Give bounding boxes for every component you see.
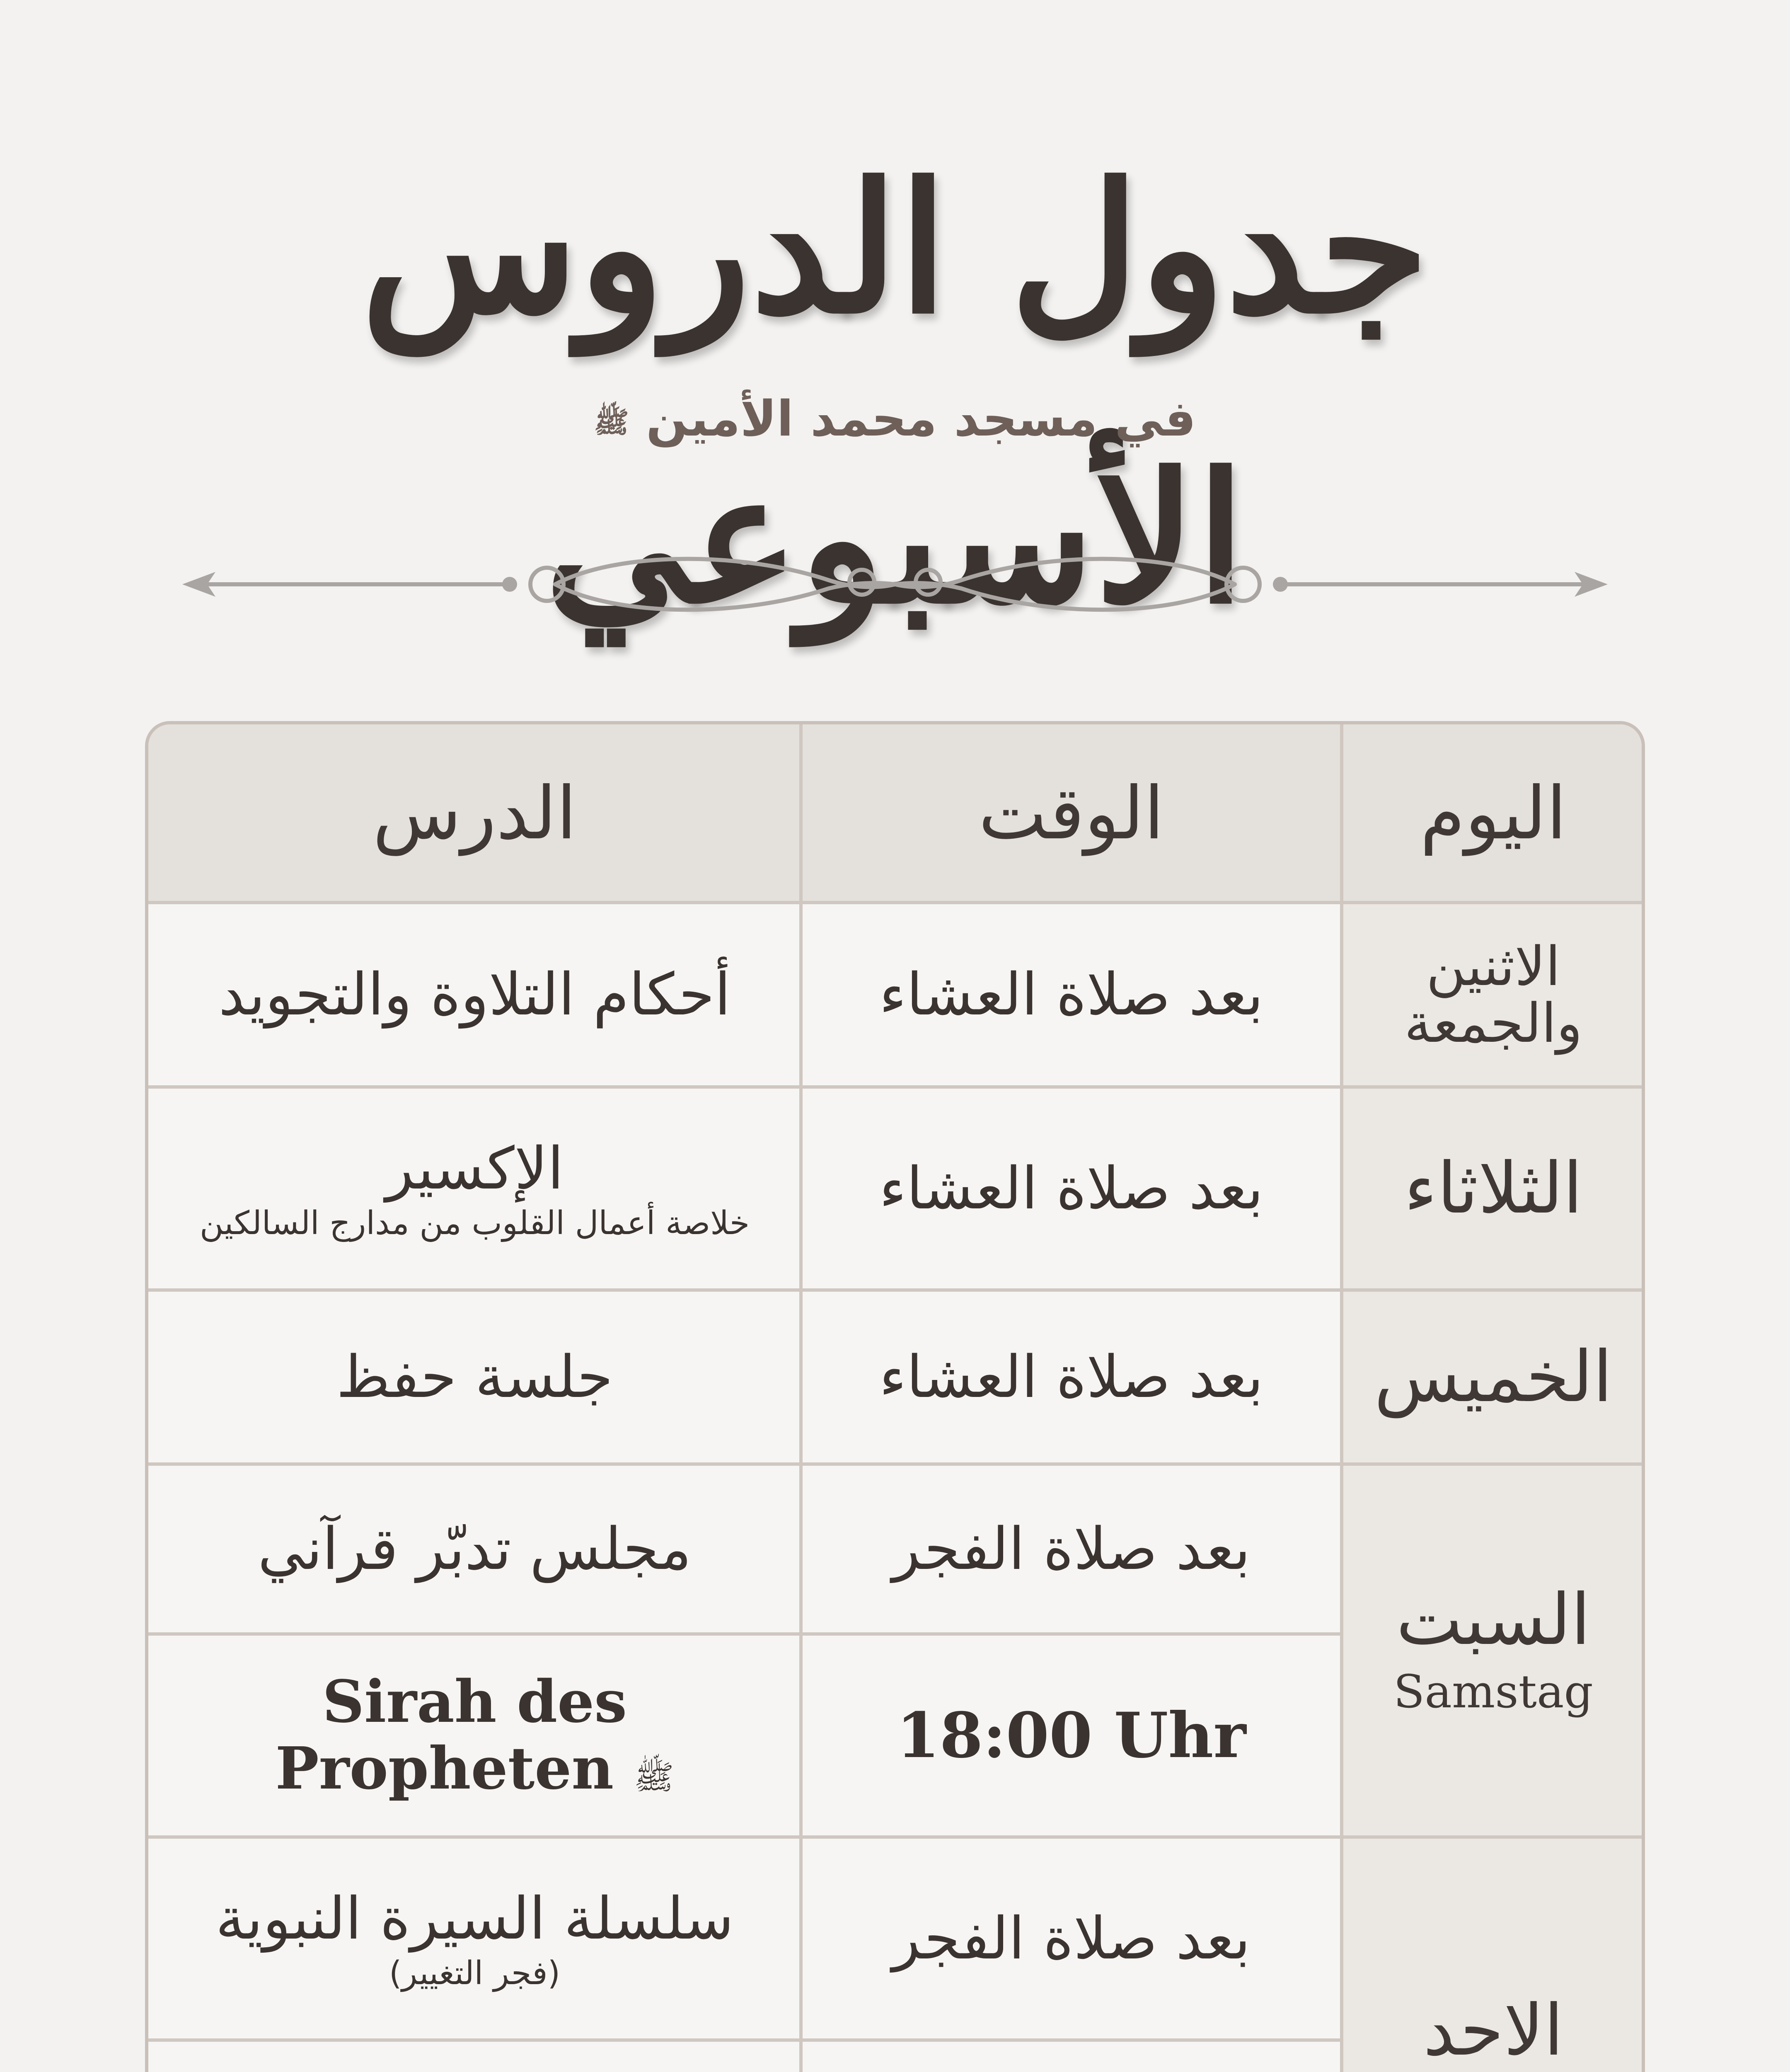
honorific-glyph: ﷺ — [634, 1758, 674, 1796]
time-cell — [801, 1087, 1342, 1290]
time-label: بعد صلاة العشاء — [879, 1343, 1264, 1411]
day-label: السبت — [1396, 1578, 1591, 1661]
grid-line — [148, 1835, 1645, 1839]
time-label: بعد صلاة العشاء — [879, 1155, 1264, 1222]
grid-line — [148, 1462, 1645, 1466]
time-label: بعد صلاة الفجر — [892, 1515, 1251, 1583]
grid-line — [148, 1085, 1645, 1089]
lesson-label: سلسلة السيرة النبوية — [215, 1885, 734, 1953]
header-day — [1342, 724, 1645, 903]
lesson-cell — [148, 1837, 801, 2040]
time-label: 18:00 Uhr — [896, 1699, 1246, 1772]
poster-title: جدول الدروس الأسبوعي — [361, 144, 1429, 643]
day-cell-tuesday — [1342, 1087, 1645, 1290]
grid-line — [148, 2038, 1342, 2042]
header-lesson-label: الدرس — [373, 771, 577, 856]
lesson-cell — [148, 903, 801, 1087]
lesson-sublabel: (فجر التغيير) — [389, 1954, 561, 1992]
lesson-label: الإكسير — [385, 1135, 564, 1203]
time-cell — [801, 1290, 1342, 1464]
mosque-name: في مسجد محمد الأمين — [646, 390, 1196, 447]
day-cell-monday-friday — [1342, 903, 1645, 1087]
schedule-table — [145, 721, 1645, 2072]
day-label: الاثنين والجمعة — [1404, 935, 1582, 1055]
header-lesson — [148, 724, 801, 903]
time-cell — [801, 1464, 1342, 1634]
lesson-sublabel: خلاصة أعمال القلوب من مدارج السالكين — [199, 1204, 750, 1242]
day-cell-thursday — [1342, 1290, 1645, 1464]
time-label: بعد صلاة العشاء — [879, 961, 1264, 1029]
grid-line — [148, 1632, 1342, 1636]
lesson-label: مجلس تدبّر قرآني — [258, 1515, 692, 1583]
lesson-label-line1: Sirah des — [322, 1668, 627, 1736]
day-label-latin: Samstag — [1393, 1665, 1593, 1719]
day-cell-sunday — [1342, 1837, 1645, 2072]
grid-line — [1340, 724, 1343, 2072]
header-time-label: الوقت — [978, 771, 1164, 856]
day-cell-saturday — [1342, 1464, 1645, 1837]
grid-line — [148, 901, 1645, 904]
lesson-label-line2-text: Propheten — [275, 1735, 614, 1803]
lesson-cell — [148, 1464, 801, 1634]
lesson-label-line2 — [275, 1736, 674, 1802]
day-label: الاحد — [1423, 1990, 1564, 2072]
day-label: الثلاثاء — [1404, 1147, 1583, 1230]
grid-line — [148, 1288, 1645, 1292]
lesson-cell — [148, 1290, 801, 1464]
lesson-cell — [148, 1087, 801, 1290]
honorific-glyph: ﷺ — [594, 405, 629, 439]
header-time — [801, 724, 1342, 903]
lesson-label: أحكام التلاوة والتجويد — [218, 961, 731, 1029]
time-cell — [801, 1634, 1342, 1837]
header-day-label: اليوم — [1420, 771, 1567, 856]
time-cell — [801, 2040, 1342, 2072]
lesson-cell — [148, 1634, 801, 1837]
lesson-label: جلسة حفظ — [336, 1343, 613, 1411]
grid-line — [799, 724, 803, 2072]
day-label: الخميس — [1374, 1336, 1613, 1418]
time-cell — [801, 1837, 1342, 2040]
time-label: بعد صلاة الفجر — [892, 1905, 1251, 1973]
lesson-cell — [148, 2040, 801, 2072]
poster-subtitle — [0, 385, 1790, 452]
ornament-divider-icon — [182, 543, 1608, 626]
time-cell — [801, 903, 1342, 1087]
